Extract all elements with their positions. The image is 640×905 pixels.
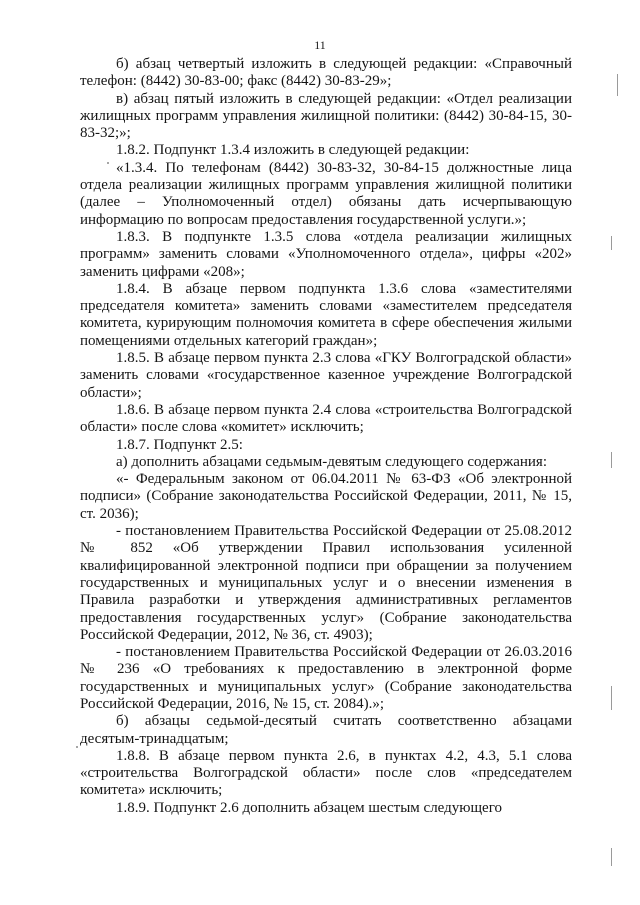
scan-artifact-dot — [107, 162, 109, 164]
paragraph: 1.8.7. Подпункт 2.5: — [116, 436, 243, 453]
page-number: 11 — [314, 38, 326, 52]
paragraph: - постановлением Правительства Российской Федерации от 26.03.2016 № 236 «О требованиях к предоставлению в электронной форме государственных и муниципальных услуг» (Собрание законодательства Российской Федерации, 2016, № 15, ст. 2084).»; — [80, 644, 572, 712]
document-body — [80, 56, 572, 817]
scan-artifact-mark — [611, 452, 612, 468]
paragraph: а) дополнить абзацами седьмым-девятым следующего содержания: — [116, 453, 547, 470]
paragraph: 1.8.2. Подпункт 1.3.4 изложить в следующей редакции: — [116, 142, 470, 159]
scan-artifact-mark — [611, 686, 612, 710]
paragraph: 1.8.8. В абзаце первом пункта 2.6, в пунктах 4.2, 4.3, 5.1 слова «строительства Волгоградской области» после слов «председателем комитета» исключить; — [80, 747, 572, 799]
paragraph: 1.8.4. В абзаце первом подпункта 1.3.6 слова «заместителями председателя комитета» заменить словами «заместителем председателя комитета, курирующим полномочия комитета в сфере обеспечения жилыми помещениями отдельных категорий граждан»; — [80, 280, 572, 349]
paragraph: 1.8.5. В абзаце первом пункта 2.3 слова «ГКУ Волгоградской области» заменить словами «государственное казенное учреждение Волгоградской области»; — [80, 350, 572, 401]
paragraph: 1.8.3. В подпункте 1.3.5 слова «отдела реализации жилищных программ» заменить словами «Уполномоченного отдела», цифры «202» заменить цифрами «208»; — [80, 228, 572, 280]
paragraph: «1.3.4. По телефонам (8442) 30-83-32, 30-84-15 должностные лица отдела реализации жилищных программ управления жилищной политики (далее – Уполномоченный отдел) обязаны дать исчерпывающую информацию по вопросам предоставления государственной услуги.»; — [80, 159, 572, 228]
scan-artifact-mark — [611, 848, 612, 866]
scan-artifact-mark — [617, 74, 618, 96]
scan-artifact-dot — [76, 746, 78, 748]
paragraph: б) абзац четвертый изложить в следующей редакции: «Справочный телефон: (8442) 30-83-00; факс (8442) 30-83-29»; — [80, 56, 572, 90]
scan-artifact-mark — [611, 236, 612, 250]
paragraph: «- Федеральным законом от 06.04.2011 № 63-ФЗ «Об электронной подписи» (Собрание законодательства Российской Федерации, 2011, № 15, ст. 2036); — [80, 471, 572, 522]
paragraph: б) абзацы седьмой-десятый считать соответственно абзацами десятым-тринадцатым; — [80, 713, 572, 747]
paragraph: - постановлением Правительства Российской Федерации от 25.08.2012 № 852 «Об утверждении Правил использования усиленной квалифицированной электронной подписи при обращении за получением государственных и муниципальных услуг и о внесении изменения в Правила разработки и утверждения административных регламентов предоставления государственных услуг» (Собрание законодательства Российской Федерации, 2012, № 36, ст. 4903); — [80, 523, 572, 643]
paragraph: в) абзац пятый изложить в следующей редакции: «Отдел реализации жилищных программ управления жилищной политики: (8442) 30-84-15, 30-83-32;»; — [80, 90, 572, 142]
paragraph: 1.8.9. Подпункт 2.6 дополнить абзацем шестым следующего — [116, 799, 502, 816]
paragraph: 1.8.6. В абзаце первом пункта 2.4 слова «строительства Волгоградской области» после слова «комитет» исключить; — [80, 401, 572, 436]
